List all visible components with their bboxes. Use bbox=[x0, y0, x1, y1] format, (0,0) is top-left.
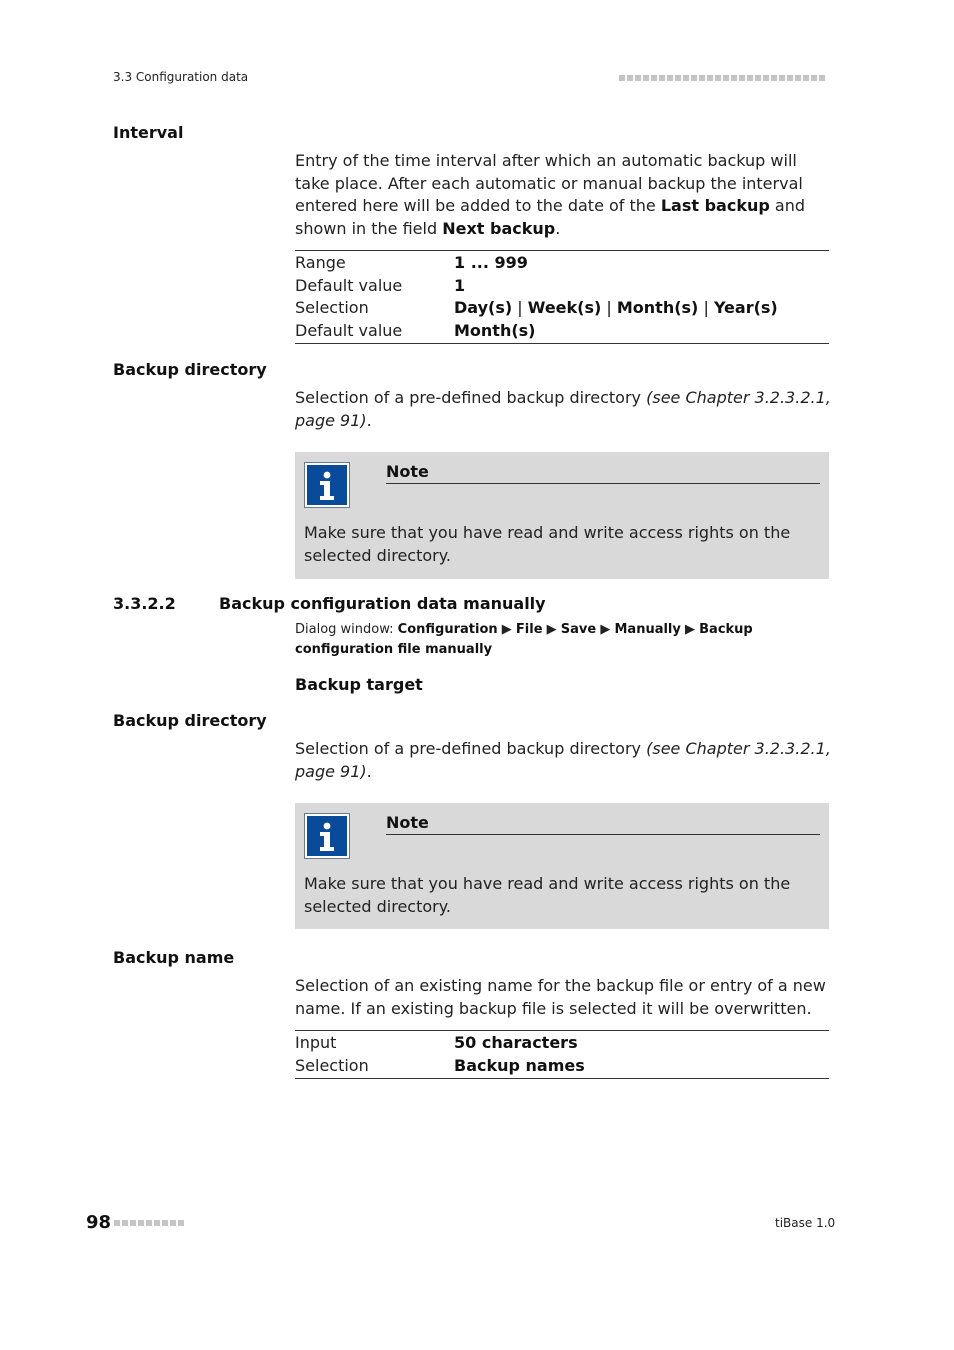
note-box bbox=[295, 452, 829, 579]
param-key: Selection bbox=[295, 298, 369, 317]
param-row bbox=[295, 320, 829, 344]
chapter-reference-link[interactable]: (see Chapter 3.2.3.2.1, page 91) bbox=[295, 388, 831, 430]
param-row bbox=[295, 1055, 829, 1079]
param-key: Range bbox=[295, 253, 346, 272]
footer-decoration bbox=[114, 1220, 184, 1226]
page-number: 98 bbox=[86, 1212, 112, 1233]
path-save: Save bbox=[560, 622, 597, 637]
option-week: Week(s) bbox=[527, 298, 602, 317]
path-backup-configuration-file-manually: Backup configuration file manually bbox=[295, 622, 753, 657]
param-row bbox=[295, 251, 829, 275]
param-row bbox=[295, 275, 829, 298]
param-value: 1 ... 999 bbox=[454, 253, 528, 272]
param-row bbox=[295, 1031, 829, 1055]
option-year: Year(s) bbox=[713, 298, 778, 317]
info-icon bbox=[304, 813, 350, 859]
backup-name-parameter-table bbox=[295, 1030, 829, 1079]
backup-name-description: Selection of an existing name for the backup file or entry of a new name. If an existing backup file is selected it will be overwritten. bbox=[295, 976, 826, 1018]
interval-description: Entry of the time interval after which an automatic backup will take place. After each automatic or manual backup the interval entered here will be added to the date of the Last backup and shown in the field Next backup. bbox=[295, 151, 805, 238]
note-title: Note bbox=[386, 813, 820, 835]
info-icon bbox=[304, 462, 350, 508]
header-decoration bbox=[619, 75, 825, 81]
param-key: Default value bbox=[295, 275, 403, 295]
chapter-reference-link[interactable]: (see Chapter 3.2.3.2.1, page 91) bbox=[295, 739, 831, 781]
note-title: Note bbox=[386, 462, 820, 484]
path-file: File bbox=[515, 622, 543, 637]
dialog-window-path: Dialog window: Configuration ▶ File ▶ Save ▶ Manually ▶ Backup configuration file manually bbox=[295, 622, 753, 657]
backup-name-heading: Backup name bbox=[113, 948, 235, 967]
note-text: Make sure that you have read and write access rights on the selected directory. bbox=[304, 874, 791, 916]
param-value: Month(s) bbox=[454, 320, 536, 340]
section-title: Backup configuration data manually bbox=[219, 594, 546, 613]
path-configuration: Configuration bbox=[397, 622, 498, 637]
path-manually: Manually bbox=[614, 622, 681, 637]
running-header-section: 3.3 Configuration data bbox=[113, 70, 249, 84]
backup-directory-description: Selection of a pre-defined backup directory (see Chapter 3.2.3.2.1, page 91). bbox=[295, 388, 831, 430]
section-number: 3.3.2.2 bbox=[113, 594, 176, 613]
param-key: Default value bbox=[295, 320, 403, 340]
product-name: tiBase 1.0 bbox=[775, 1216, 836, 1230]
option-month: Month(s) bbox=[616, 298, 699, 317]
param-value: Backup names bbox=[454, 1055, 585, 1075]
backup-target-heading: Backup target bbox=[295, 675, 423, 694]
param-value-options: Day(s) | Week(s) | Month(s) | Year(s) bbox=[454, 298, 778, 317]
option-day: Day(s) bbox=[454, 298, 513, 317]
param-key: Input bbox=[295, 1033, 337, 1052]
note-text: Make sure that you have read and write access rights on the selected directory. bbox=[304, 523, 791, 565]
param-key: Selection bbox=[295, 1055, 369, 1075]
backup-directory-heading: Backup directory bbox=[113, 360, 267, 379]
backup-directory-description: Selection of a pre-defined backup directory (see Chapter 3.2.3.2.1, page 91). bbox=[295, 739, 831, 781]
backup-directory-heading: Backup directory bbox=[113, 711, 267, 730]
param-value: 50 characters bbox=[454, 1033, 578, 1052]
interval-parameter-table bbox=[295, 250, 829, 344]
param-row bbox=[295, 297, 829, 320]
interval-heading: Interval bbox=[113, 123, 184, 142]
param-value: 1 bbox=[454, 275, 466, 295]
note-box bbox=[295, 803, 829, 929]
